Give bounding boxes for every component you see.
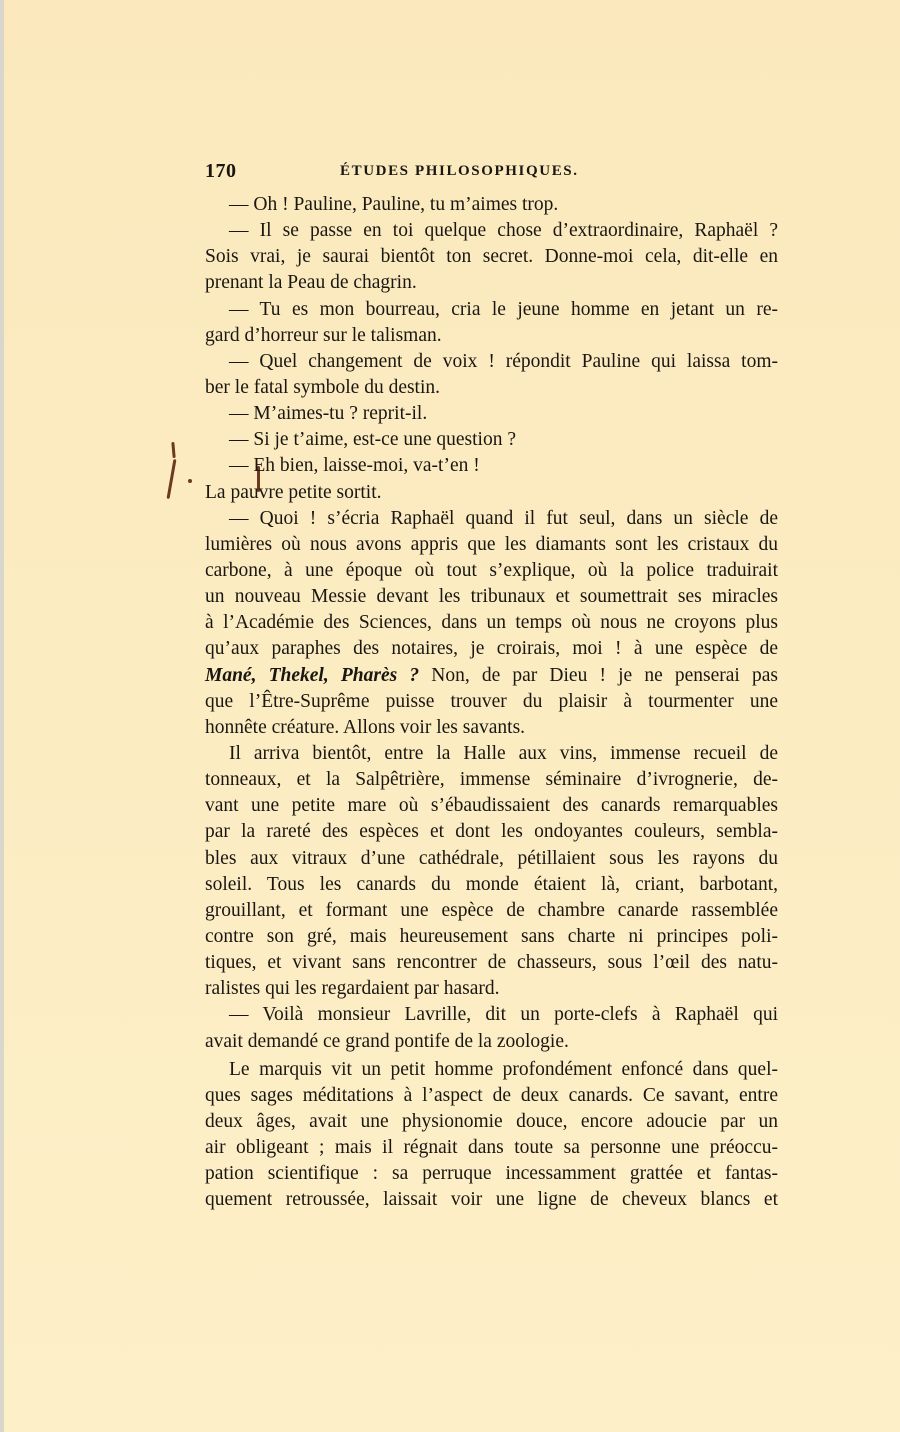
text-line: [205, 401, 778, 427]
line-text: ber le fatal symbole du destin.: [205, 376, 441, 398]
text-line: [205, 218, 778, 244]
line-text: gard d’horreur sur le talisman.: [205, 324, 442, 346]
text-line: [205, 636, 778, 662]
text-line: [205, 375, 778, 401]
text-line: [205, 741, 778, 767]
line-text: — Il se passe en toi quelque chose d’extraordinaire, Raphaël ?: [229, 220, 778, 242]
page-number: 170: [205, 160, 237, 182]
line-text: Il arriva bientôt, entre la Halle aux vins, immense recueil de: [229, 742, 778, 764]
text-line: [205, 1029, 778, 1055]
text-line: [205, 663, 778, 689]
line-text: ques sages méditations à l’aspect de deux canards. Ce savant, entre: [205, 1084, 778, 1106]
body-text: [205, 192, 778, 1213]
line-text: par la rareté des espèces et dont les ondoyantes couleurs, sembla-: [205, 821, 778, 843]
text-line: [205, 244, 778, 270]
text-line: [205, 453, 778, 479]
line-text: — Si je t’aime, est-ce une question ?: [229, 429, 516, 451]
text-line: [205, 610, 778, 636]
line-text: lumières où nous avons appris que les diamants sont les cristaux du: [205, 533, 778, 555]
line-text: prenant la Peau de chagrin.: [205, 272, 417, 294]
line-text: deux âges, avait une physionomie douce, encore adoucie par un: [205, 1110, 778, 1132]
line-text: Sois vrai, je saurai bientôt ton secret. Donne-moi cela, dit-elle en: [205, 246, 778, 268]
text-line: [205, 872, 778, 898]
text-line: [205, 297, 778, 323]
text-line: [205, 715, 778, 741]
line-text: tiques, et vivant sans rencontrer de chasseurs, sous l’œil des natu-: [205, 952, 778, 974]
text-line: [205, 1161, 778, 1187]
italic-phrase: Mané, Thekel, Pharès ?: [205, 664, 420, 686]
line-text: contre son gré, mais heureusement sans charte ni principes poli-: [205, 925, 778, 947]
line-text: La pauvre petite sortit.: [205, 481, 382, 503]
line-text: — Eh bien, laisse-moi, va-t’en !: [229, 455, 480, 477]
line-text: air obligeant ; mais il régnait dans toute sa personne une préoccu-: [205, 1137, 778, 1159]
line-text: Le marquis vit un petit homme profondément enfoncé dans quel-: [229, 1058, 778, 1080]
text-line: [205, 584, 778, 610]
line-text: que l’Être-Suprême puisse trouver du plaisir à tourmenter une: [205, 690, 778, 712]
line-text: bles aux vitraux d’une cathédrale, pétillaient sous les rayons du: [205, 847, 778, 869]
text-line: [205, 1109, 778, 1135]
line-text: — Quel changement de voix ! répondit Pauline qui laissa tom-: [229, 350, 778, 372]
line-text: honnête créature. Allons voir les savants.: [205, 716, 526, 738]
line-text: — Quoi ! s’écria Raphaël quand il fut seul, dans un siècle de: [229, 507, 778, 529]
text-line: [205, 819, 778, 845]
text-line: [205, 558, 778, 584]
text-line: [205, 427, 778, 453]
text-line: [205, 898, 778, 924]
line-text: ralistes qui les regardaient par hasard.: [205, 978, 500, 1000]
text-line: [205, 1083, 778, 1109]
running-title: ÉTUDES PHILOSOPHIQUES.: [340, 163, 579, 179]
text-line: [205, 506, 778, 532]
margin-annotation-dot: [188, 479, 192, 483]
text-line: [205, 767, 778, 793]
line-text: quement retroussée, laissait voir une ligne de cheveux blancs et: [205, 1189, 778, 1211]
line-text: Non, de par Dieu ! je ne penserai pas: [419, 664, 778, 686]
text-line: [205, 349, 778, 375]
text-line: [205, 976, 778, 1002]
text-line: [205, 1002, 778, 1028]
line-text: carbone, à une époque où tout s’explique, où la police traduirait: [205, 559, 778, 581]
line-text: grouillant, et formant une espèce de chambre canarde rassemblée: [205, 899, 778, 921]
line-text: — Oh ! Pauline, Pauline, tu m’aimes trop.: [229, 194, 559, 215]
line-text: à l’Académie des Sciences, dans un temps où nous ne croyons plus: [205, 612, 778, 634]
line-text: qu’aux paraphes des notaires, je croirais, moi ! à une espèce de: [205, 638, 778, 660]
text-line: [205, 1187, 778, 1213]
text-line: [205, 793, 778, 819]
text-line: [205, 924, 778, 950]
text-line: [205, 1057, 778, 1083]
line-text: avait demandé ce grand pontife de la zoologie.: [205, 1030, 569, 1052]
text-line: [205, 270, 778, 296]
text-line: [205, 1135, 778, 1161]
line-text: — Tu es mon bourreau, cria le jeune homme en jetant un re-: [229, 298, 778, 320]
line-text: — M’aimes-tu ? reprit-il.: [229, 403, 428, 425]
line-text: pation scientifique : sa perruque incessamment grattée et fantas-: [205, 1163, 778, 1185]
line-text: vant une petite mare où s’ébaudissaient des canards remarquables: [205, 795, 778, 817]
text-line: [205, 192, 778, 218]
line-text: — Voilà monsieur Lavrille, dit un porte-clefs à Raphaël qui: [229, 1004, 778, 1026]
line-text: soleil. Tous les canards du monde étaient là, criant, barbotant,: [205, 873, 778, 895]
page-header: [205, 160, 785, 188]
text-line: [205, 532, 778, 558]
text-line: [205, 950, 778, 976]
line-text: un nouveau Messie devant les tribunaux et soumettrait ses miracles: [205, 586, 778, 608]
line-text: tonneaux, et la Salpêtrière, immense séminaire d’ivrognerie, de-: [205, 769, 778, 791]
text-line: [205, 689, 778, 715]
text-line: [205, 323, 778, 349]
text-line: [205, 846, 778, 872]
text-line: [205, 480, 778, 506]
